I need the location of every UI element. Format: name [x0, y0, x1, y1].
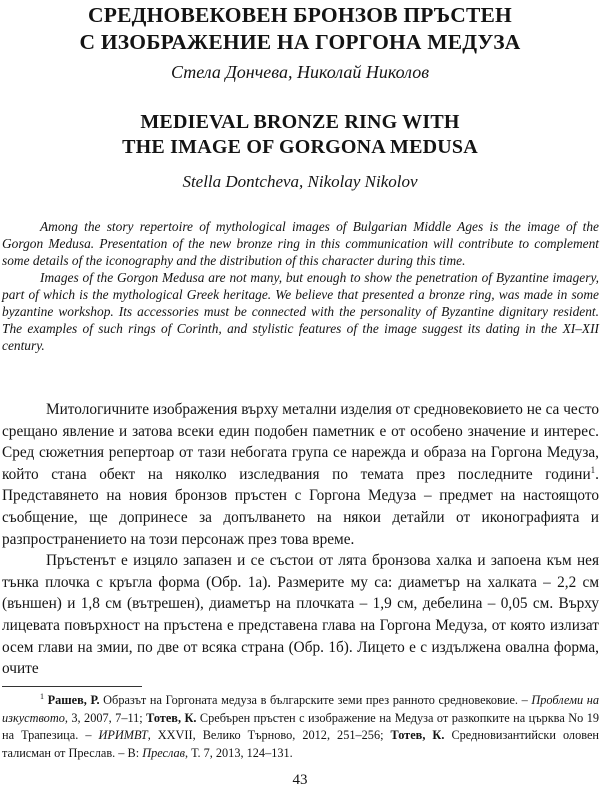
title-bg-line2: С ИЗОБРАЖЕНИЕ НА ГОРГОНА МЕДУЗА	[79, 30, 521, 54]
footnote-text: , XXVII, Велико Търново, 2012, 251–256;	[147, 728, 391, 742]
footnote-1	[2, 692, 599, 762]
footnote-journal: ИРИМВТ	[98, 728, 148, 742]
footnote-journal: Проблеми на изкуството	[2, 693, 599, 725]
footnote-author: Тотев, К.	[390, 728, 445, 742]
footnote-text: , Т. 7, 2013, 124–131.	[185, 745, 293, 760]
title-bulgarian	[0, 2, 600, 56]
body-p1-text: Митологичните изображения върху метални изделия от средновековието не са често срещано явление и затова всеки един подобен паметник е от особено значение и интерес. Сред сюжетния репертоар от тази небогата група се нарежда и образа на Горгона Медуза, който стана обект на няколко изследвания по темата през последните години	[2, 401, 599, 483]
abstract-paragraph-1: Among the story repertoire of mythological images of Bulgarian Middle Ages is the image of the Gorgon Medusa. Presentation of the new bronze ring in this communication will contribute to complement some details of the iconography and the distribution of this character during this time.	[2, 219, 599, 268]
footnote-text: , 3, 2007, 7–11;	[64, 710, 147, 725]
footnote-journal: Преслав	[142, 745, 186, 760]
footnote-author: Рашев, Р.	[47, 693, 100, 707]
footnote-text: Средновизантийски оловен талисман от Преслав. – В:	[2, 728, 599, 760]
page-number: 43	[292, 772, 308, 788]
body-paragraph-2: Пръстенът е изцяло запазен и се състои от лята бронзова халка и запоена към нея тънка плочка с кръгла форма (Обр. 1а). Размерите му са: диаметър на халката – 2,2 см (външен) и 1,8 см (вътрешен), диаметър на плочката – 1,9 см, дебелина – 0,05 см. Върху лицевата повърхност на пръстена е представена глава на Горгона Медуза, от която излизат осем глави на змии, по две от всяка страна (Обр. 1б). Лицето е с издължена овална форма, очите	[2, 552, 599, 678]
footnote-number: 1	[40, 691, 44, 701]
abstract	[2, 218, 599, 354]
authors-bulgarian: Стела Дончева, Николай Николов	[170, 62, 430, 82]
footnote-text: Сребърен пръстен с изображение на Медуза от разкопките на църква No 19 на Трапезица. –	[2, 710, 599, 742]
title-en-line1: MEDIEVAL BRONZE RING WITH	[140, 111, 460, 133]
footnote-author: Тотев, К.	[146, 710, 197, 725]
title-bg-line1: СРЕДНОВЕКОВЕН БРОНЗОВ ПРЪСТЕН	[88, 3, 512, 27]
footnote-divider	[2, 686, 142, 687]
title-en-line2: THE IMAGE OF GORGONA MEDUSA	[122, 136, 478, 158]
body-paragraph-1	[2, 399, 599, 550]
abstract-paragraph-2: Images of the Gorgon Medusa are not many, but enough to show the penetration of Byzantine imagery, part of which is the mythological Greek heritage. We believe that presented a bronze ring, was made in some byzantine workshop. Its accessories must be connected with the personality of Byzantine dignitary resident. The examples of such rings of Corinth, and stylistic features of the image suggest its dating in the XI–XII century.	[2, 270, 599, 353]
footnote-text: Образът на Горгоната медуза в българските земи през ранното средновековие. –	[99, 693, 532, 707]
footnote-ref[interactable]: 1	[590, 464, 596, 475]
body-p1-text-cont: . Представянето на новия бронзов пръстен с Горгона Медуза – предмет на настоящото съобщение, ще допринесе за допълването на някои детайли от иконографията и разпространението на този персонаж през това време.	[2, 465, 599, 548]
body-text	[2, 399, 599, 680]
title-english	[0, 110, 600, 160]
authors-english: Stella Dontcheva, Nikolay Nikolov	[182, 172, 418, 191]
